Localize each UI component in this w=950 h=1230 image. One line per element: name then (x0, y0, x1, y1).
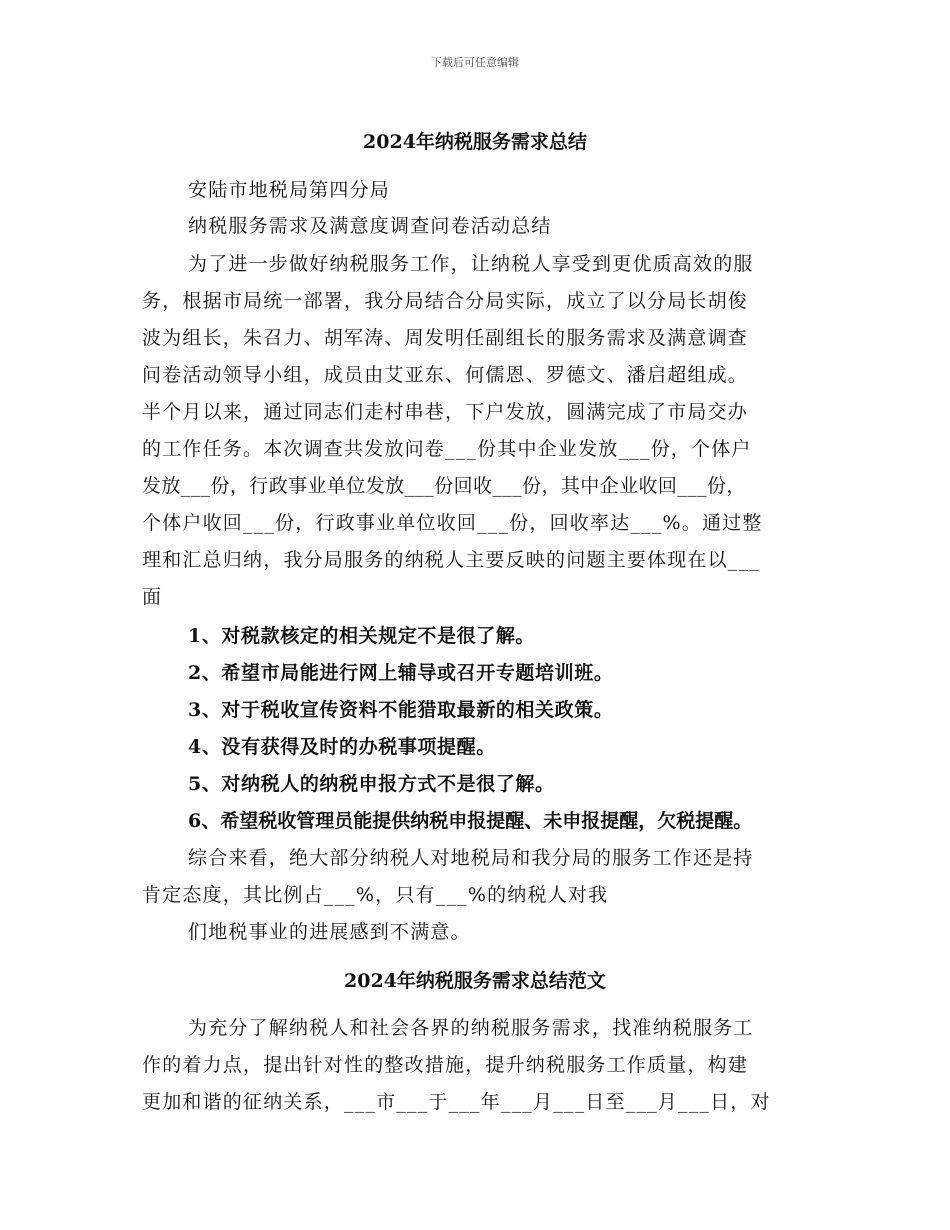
paragraph-line: 面 (142, 586, 163, 608)
issue-item: 2、希望市局能进行网上辅导或召开专题培训班。 (188, 662, 614, 684)
subtitle-topic: 纳税服务需求及满意度调查问卷活动总结 (188, 215, 552, 237)
paragraph-line: 务，根据市局统一部署，我分局结合分局实际，成立了以分局长胡俊 (142, 290, 749, 312)
paragraph-line: 作的着力点，提出针对性的整改措施，提升纳税服务工作质量，构建 (142, 1054, 749, 1076)
second-title: 2024年纳税服务需求总结范文 (344, 970, 606, 992)
subtitle-org: 安陆市地税局第四分局 (188, 179, 391, 201)
issue-item: 6、希望税收管理员能提供纳税申报提醒、未申报提醒，欠税提醒。 (188, 810, 753, 832)
issue-item: 3、对于税收宣传资料不能猎取最新的相关政策。 (188, 699, 614, 721)
paragraph-line: 们地税事业的进展感到不满意。 (188, 921, 471, 943)
header-note: 下载后可任意编辑 (431, 56, 519, 69)
issue-item: 1、对税款核定的相关规定不是很了解。 (188, 625, 536, 647)
paragraph-line: 波为组长，朱召力、胡军涛、周发明任副组长的服务需求及满意调查 (142, 327, 749, 349)
paragraph-line: 肯定态度，其比例占___%，只有___%的纳税人对我 (142, 884, 609, 906)
issue-item: 5、对纳税人的纳税申报方式不是很了解。 (188, 773, 555, 795)
paragraph-line: 为了进一步做好纳税服务工作，让纳税人享受到更优质高效的服 (188, 253, 754, 275)
paragraph-line: 理和汇总归纳，我分局服务的纳税人主要反映的问题主要体现在以___ (142, 549, 760, 571)
paragraph-line: 的工作任务。本次调查共发放问卷___份其中企业发放___份，个体户 (142, 438, 752, 460)
paragraph-line: 综合来看，绝大部分纳税人对地税局和我分局的服务工作还是持 (188, 847, 754, 869)
paragraph-line: 问卷活动领导小组，成员由艾亚东、何儒恩、罗德文、潘启超组成。 (142, 364, 749, 386)
paragraph-line: 发放___份，行政事业单位发放___份回收___份，其中企业收回___份， (142, 475, 746, 497)
paragraph-line: 个体户收回___份，行政事业单位收回___份，回收率达___%。通过整 (142, 512, 763, 534)
paragraph-line: 为充分了解纳税人和社会各界的纳税服务需求，找准纳税服务工 (188, 1017, 754, 1039)
paragraph-line: 更加和谐的征纳关系，___市___于___年___月___日至___月___日，对 (142, 1091, 771, 1113)
issue-item: 4、没有获得及时的办税事项提醒。 (188, 736, 496, 758)
document-title: 2024年纳税服务需求总结 (363, 131, 587, 153)
paragraph-line: 半个月以来，通过同志们走村串巷，下户发放，圆满完成了市局交办 (142, 401, 749, 423)
